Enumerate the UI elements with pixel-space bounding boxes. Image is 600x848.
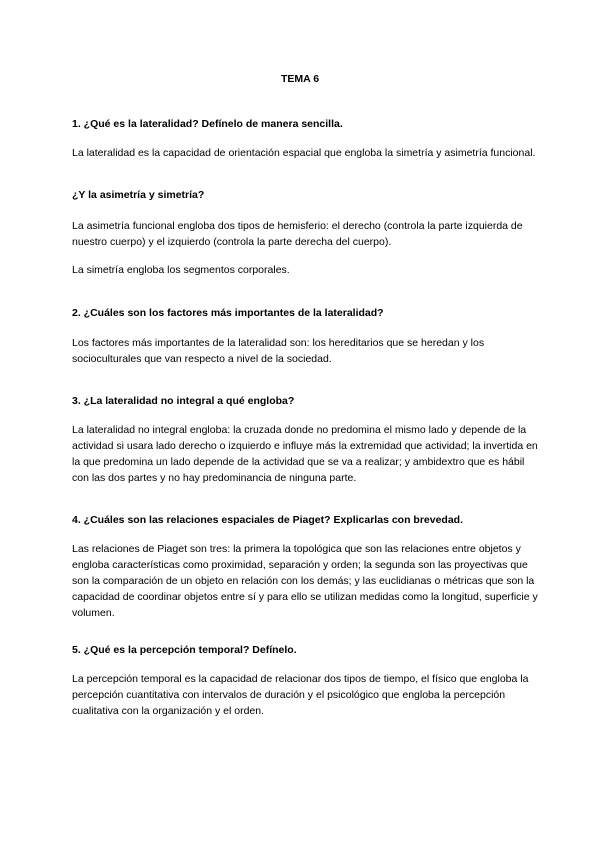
section-1b-heading: ¿Y la asimetría y simetría?: [72, 189, 205, 201]
section-5-paragraph: La percepción temporal es la capacidad de relacionar dos tipos de tiempo, el físico que engloba la percepción cuantitativa con intervalos de duración y el psicológico que engloba la percepción cualitativa con la organización y el orden.: [72, 673, 529, 717]
section-5-heading: 5. ¿Qué es la percepción temporal? Defínelo.: [72, 644, 297, 656]
section-2-heading: 2. ¿Cuáles son los factores más importantes de la lateralidad?: [72, 307, 384, 319]
section-3-heading: 3. ¿La lateralidad no integral a qué engloba?: [72, 395, 295, 407]
section-4-paragraph: Las relaciones de Piaget son tres: la primera la topológica que son las relaciones entre objetos y engloba características como proximidad, separación y orden; la segunda son las proyectivas que son la comparación de un objeto en relación con los demás; y las euclidianas o métricas que son la capacidad de coordinar objetos entre sí y para ello se utilizan medidas como la longitud, superficie y volumen.: [72, 543, 538, 619]
section-4-heading: 4. ¿Cuáles son las relaciones espaciales de Piaget? Explicarlas con brevedad.: [72, 514, 464, 526]
section-1-paragraph: La lateralidad es la capacidad de orientación espacial que engloba la simetría y asimetría funcional.: [72, 147, 536, 159]
section-3-paragraph: La lateralidad no integral engloba: la cruzada donde no predomina el mismo lado y depende de la actividad si usara lado derecho o izquierdo e influye más la extremidad que actividad; la invertida en la que predomina un lado depende de la actividad que se va a realizar; y ambidextro que es hábil con las dos partes y no hay predominancia de ninguna parte.: [72, 424, 538, 484]
section-1b-paragraph-2: La simetría engloba los segmentos corporales.: [72, 264, 290, 276]
section-1-heading: 1. ¿Qué es la lateralidad? Defínelo de manera sencilla.: [72, 118, 343, 130]
section-1b-paragraph-1: La asimetría funcional engloba dos tipos de hemisferio: el derecho (controla la parte izquierda de nuestro cuerpo) y el izquierdo (controla la parte derecha del cuerpo).: [72, 220, 523, 248]
document-title: TEMA 6: [280, 73, 320, 85]
section-2-paragraph: Los factores más importantes de la lateralidad son: los hereditarios que se heredan y los socioculturales que van respecto a nivel de la sociedad.: [72, 337, 485, 365]
